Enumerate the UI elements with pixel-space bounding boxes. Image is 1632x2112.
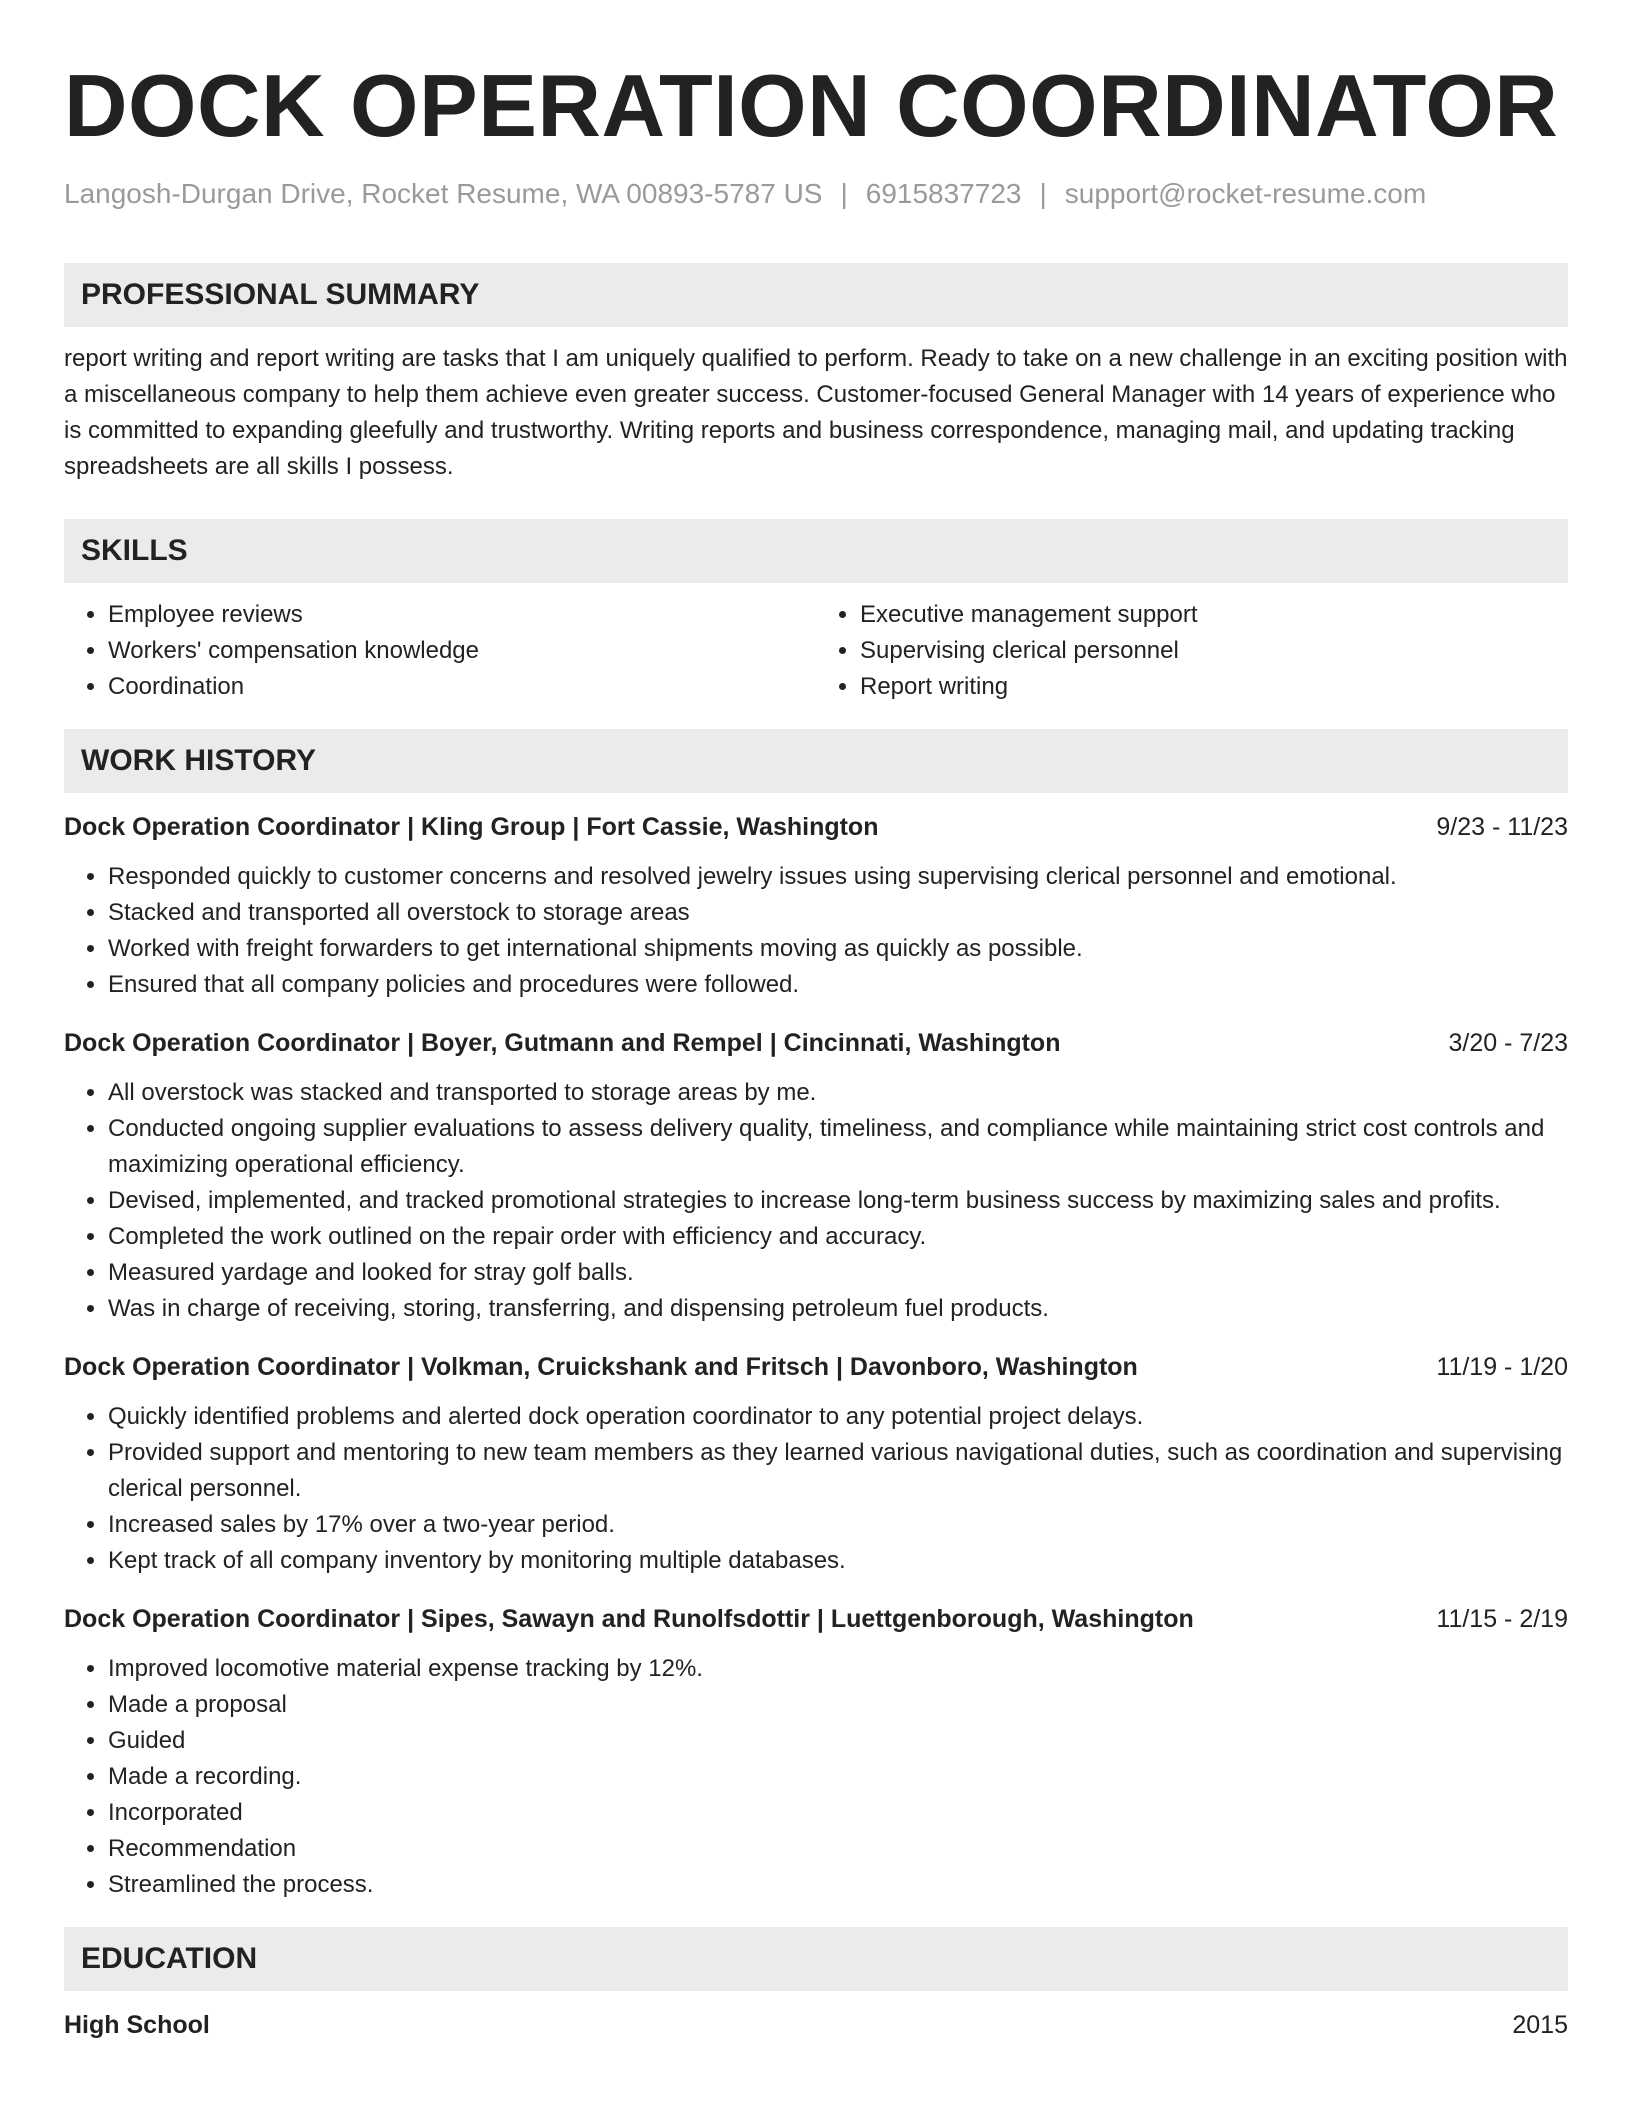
job-bullet: • Kept track of all company inventory by monitoring multiple databases. <box>108 1543 1568 1579</box>
job-entry <box>64 809 1568 1003</box>
job-bullet: • Was in charge of receiving, storing, transferring, and dispensing petroleum fuel products. <box>108 1291 1568 1327</box>
job-bullet: • Completed the work outlined on the repair order with efficiency and accuracy. <box>108 1219 1568 1255</box>
skills-list-left <box>64 597 816 705</box>
job-bullet: • Worked with freight forwarders to get international shipments moving as quickly as possible. <box>108 931 1568 967</box>
job-bullet: • Made a proposal <box>108 1687 1568 1723</box>
job-bullets <box>64 1399 1568 1579</box>
skill-item: • Report writing <box>860 669 1568 705</box>
education-entry <box>64 2007 1568 2043</box>
job-bullets <box>64 1651 1568 1903</box>
section-header-work-history: WORK HISTORY <box>64 729 1568 793</box>
contact-email: support@rocket-resume.com <box>1064 178 1427 209</box>
section-header-education: EDUCATION <box>64 1927 1568 1991</box>
job-bullet: • Increased sales by 17% over a two-year period. <box>108 1507 1568 1543</box>
job-bullet: • Guided <box>108 1723 1568 1759</box>
skill-item: • Supervising clerical personnel <box>860 633 1568 669</box>
contact-address: Langosh-Durgan Drive, Rocket Resume, WA 00893-5787 US <box>64 178 823 209</box>
job-bullet: • Quickly identified problems and alerted dock operation coordinator to any potential project delays. <box>108 1399 1568 1435</box>
job-dates: 11/15 - 2/19 <box>1436 1605 1568 1633</box>
job-bullet: • Conducted ongoing supplier evaluations to assess delivery quality, timeliness, and compliance while maintaining strict cost controls and maximizing operational efficiency. <box>108 1111 1568 1183</box>
job-header <box>64 1601 1568 1637</box>
contact-separator: | <box>1039 178 1047 209</box>
job-entry <box>64 1601 1568 1903</box>
job-bullet: • Devised, implemented, and tracked promotional strategies to increase long-term business success by maximizing sales and profits. <box>108 1183 1568 1219</box>
job-bullet: • Incorporated <box>108 1795 1568 1831</box>
job-header <box>64 809 1568 845</box>
contact-line <box>64 176 1568 212</box>
skills-columns <box>64 597 1568 705</box>
job-bullet: • Measured yardage and looked for stray golf balls. <box>108 1255 1568 1291</box>
job-bullet: • Made a recording. <box>108 1759 1568 1795</box>
job-title: Dock Operation Coordinator | Sipes, Sawayn and Runolfsdottir | Luettgenborough, Washington <box>64 1605 1194 1633</box>
skill-item: • Coordination <box>108 669 816 705</box>
job-dates: 9/23 - 11/23 <box>1436 813 1568 841</box>
education-degree: High School <box>64 2011 210 2039</box>
contact-phone: 6915837723 <box>865 178 1022 209</box>
job-title: Dock Operation Coordinator | Kling Group | Fort Cassie, Washington <box>64 813 879 841</box>
job-dates: 11/19 - 1/20 <box>1436 1353 1568 1381</box>
job-bullet: • Responded quickly to customer concerns and resolved jewelry issues using supervising clerical personnel and emotional. <box>108 859 1568 895</box>
skill-item: • Executive management support <box>860 597 1568 633</box>
job-entry <box>64 1025 1568 1327</box>
job-bullet: • Stacked and transported all overstock to storage areas <box>108 895 1568 931</box>
education-year: 2015 <box>1512 2011 1568 2039</box>
job-bullet: • Provided support and mentoring to new team members as they learned various navigational duties, such as coordination and supervising clerical personnel. <box>108 1435 1568 1507</box>
job-entry <box>64 1349 1568 1579</box>
job-bullet: • All overstock was stacked and transported to storage areas by me. <box>108 1075 1568 1111</box>
job-header <box>64 1349 1568 1385</box>
section-header-skills: SKILLS <box>64 519 1568 583</box>
job-bullet: • Improved locomotive material expense tracking by 12%. <box>108 1651 1568 1687</box>
skill-item: • Employee reviews <box>108 597 816 633</box>
job-header <box>64 1025 1568 1061</box>
summary-text: report writing and report writing are tasks that I am uniquely qualified to perform. Ready to take on a new challenge in an exciting position with a miscellaneous company to help them achieve even greater success. Customer-focused General Manager with 14 years of experience who is committed to expanding gleefully and trustworthy. Writing reports and business correspondence, managing mail, and updating tracking spreadsheets are all skills I possess. <box>64 345 1568 480</box>
contact-separator: | <box>840 178 848 209</box>
job-bullet: • Ensured that all company policies and procedures were followed. <box>108 967 1568 1003</box>
section-header-summary: PROFESSIONAL SUMMARY <box>64 263 1568 327</box>
skills-list-right <box>816 597 1568 705</box>
candidate-name: DOCK OPERATION COORDINATOR <box>64 56 1559 155</box>
job-dates: 3/20 - 7/23 <box>1448 1029 1568 1057</box>
job-title: Dock Operation Coordinator | Volkman, Cruickshank and Fritsch | Davonboro, Washington <box>64 1353 1138 1381</box>
job-bullet: • Recommendation <box>108 1831 1568 1867</box>
job-bullets <box>64 859 1568 1003</box>
job-bullets <box>64 1075 1568 1327</box>
job-title: Dock Operation Coordinator | Boyer, Gutmann and Rempel | Cincinnati, Washington <box>64 1029 1061 1057</box>
job-bullet: • Streamlined the process. <box>108 1867 1568 1903</box>
skill-item: • Workers' compensation knowledge <box>108 633 816 669</box>
